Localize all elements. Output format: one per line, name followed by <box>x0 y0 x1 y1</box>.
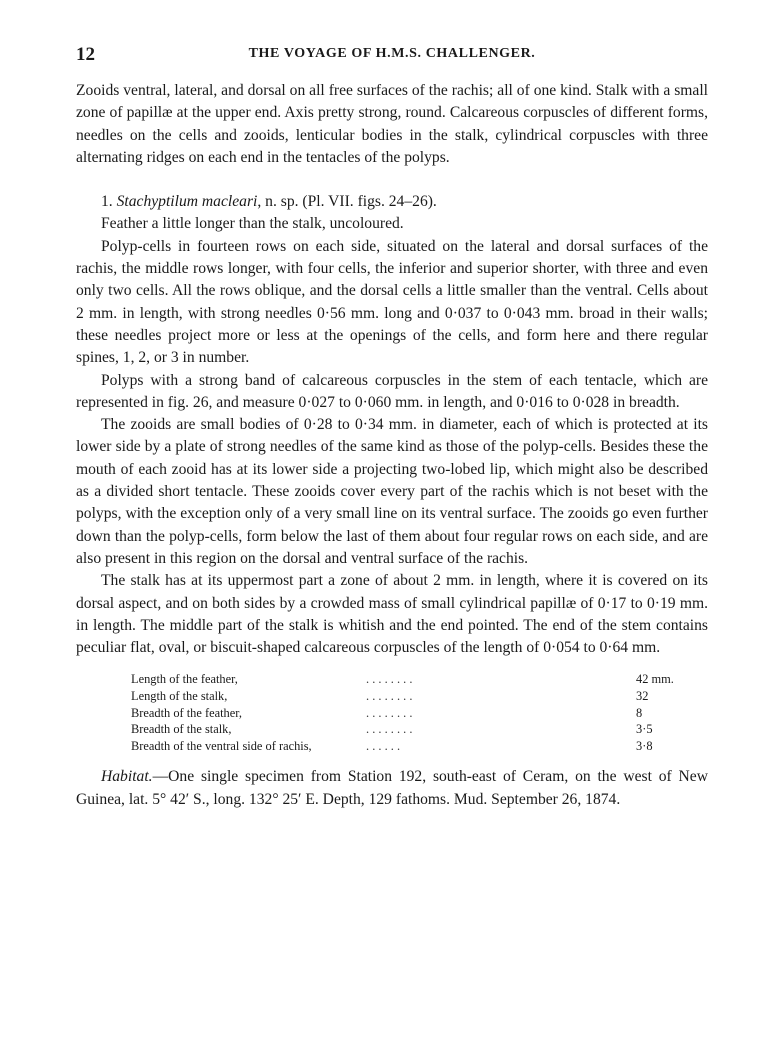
species-number: 1. <box>101 193 113 211</box>
measurement-value: 8 <box>636 705 643 720</box>
habitat-text: —One single specimen from Station 192, south-east of Ceram, on the west of New Guinea, lat. 5° 42′ S., long. 132° 25′ E. Depth, 129 fathoms. Mud. September 26, 1874. <box>76 768 708 808</box>
paragraph-zooids: The zooids are small bodies of 0·28 to 0·34 mm. in diameter, each of which is protected at its lower side by a plate of strong needles of the same kind as those of the polyp-cells. Besides these the mouth of each zooid has at its lower side a projecting two-lobed lip, which might also be described as a divided short tentacle. These zooids cover every part of the rachis which is not beset with the polyps, with the exception only of a very small line on its ventral surface. The zooids go even further down than the polyp-cells, form below the last of them about four regular rows on each side, and are also present in this region on the dorsal and ventral surface of the rachis. <box>76 416 708 567</box>
measurement-leader: . . . . . . . . <box>366 672 413 687</box>
measurement-label: Breadth of the stalk, <box>131 722 232 737</box>
paragraph-polyps: Polyps with a strong band of calcareous corpuscles in the stem of each tentacle, which are represented in fig. 26, and measure 0·027 to 0·060 mm. in length, and 0·016 to 0·028 in breadth. <box>76 371 708 411</box>
measurement-value: 32 <box>636 689 649 704</box>
habitat-label: Habitat. <box>101 768 153 786</box>
paragraph-stalk: The stalk has at its uppermost part a zone of about 2 mm. in length, where it is covered on its dorsal aspect, and on both sides by a crowded mass of small cylindrical papillæ of 0·17 to 0·19 mm. in length. The middle part of the stalk is whitish and the end pointed. The end of the stem contains peculiar flat, oval, or biscuit-shaped calcareous corpuscles of the length of 0·054 to 0·64 mm. <box>76 572 708 657</box>
measurement-row <box>131 705 696 722</box>
species-name: Stachyptilum macleari <box>116 193 258 211</box>
measurement-label: Length of the stalk, <box>131 689 228 704</box>
measurement-value: 3·5 <box>636 722 653 737</box>
measurement-label: Breadth of the feather, <box>131 705 242 720</box>
paragraph-polyp-cells: Polyp-cells in fourteen rows on each side, situated on the lateral and dorsal surfaces of the rachis, the middle rows longer, with four cells, the inferior and superior shorter, with three and even only two cells. All the rows oblique, and the dorsal cells a little smaller than the ventral. Cells about 2 mm. in length, with strong needles 0·56 mm. long and 0·037 to 0·043 mm. broad in their walls; these needles project more or less at the openings of the cells, and form here and there regular spines, 1, 2, or 3 in number. <box>76 237 708 367</box>
measurement-leader: . . . . . . . . <box>366 705 413 720</box>
body-text <box>76 80 708 811</box>
measurement-value: 3·8 <box>636 738 653 753</box>
measurement-label: Length of the feather, <box>131 672 238 687</box>
measurement-leader: . . . . . . <box>366 738 401 753</box>
measurement-leader: . . . . . . . . <box>366 722 413 737</box>
habitat-paragraph <box>76 766 708 811</box>
measurement-row <box>131 738 696 755</box>
measurement-leader: . . . . . . . . <box>366 689 413 704</box>
running-title: THE VOYAGE OF H.M.S. CHALLENGER. <box>248 46 536 61</box>
measurement-label: Breadth of the ventral side of rachis, <box>131 738 312 753</box>
species-reference: , n. sp. (Pl. VII. figs. 24–26). <box>257 193 437 211</box>
page-header <box>76 44 708 68</box>
paragraph-feather: Feather a little longer than the stalk, uncoloured. <box>101 215 404 233</box>
page-number: 12 <box>76 44 95 65</box>
measurement-row <box>131 671 696 688</box>
species-heading <box>76 191 708 213</box>
measurement-row <box>131 721 696 738</box>
measurement-value: 42 mm. <box>636 672 674 687</box>
measurements-table <box>131 671 696 754</box>
intro-paragraph: Zooids ventral, lateral, and dorsal on all free surfaces of the rachis; all of one kind. Stalk with a small zone of papillæ at the upper end. Axis pretty strong, round. Calcareous corpuscles of different forms, needles on the cells and zooids, lenticular bodies in the stalk, cylindrical corpuscles with three alternating ridges on each end in the tentacles of the polyps. <box>76 82 708 166</box>
measurement-row <box>131 688 696 705</box>
